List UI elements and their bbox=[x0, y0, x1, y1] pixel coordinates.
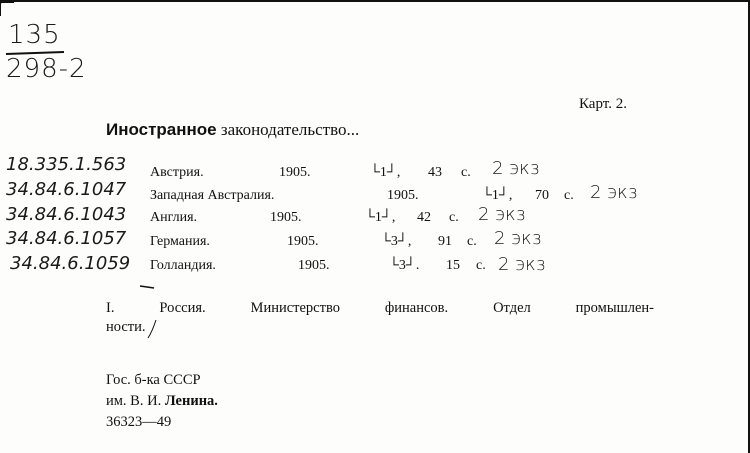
stamp-line2-prefix: им. В. И. bbox=[106, 393, 162, 409]
stamp-line2 bbox=[106, 391, 218, 412]
entry-volume: └3┘, bbox=[381, 234, 412, 249]
entry-pages: 42 bbox=[417, 210, 431, 225]
entry-year: 1905. bbox=[298, 258, 330, 273]
entry-copies: 2 экз bbox=[494, 228, 542, 249]
stamp-line1: Гос. б-ка СССР bbox=[106, 372, 201, 388]
entry-pages: 43 bbox=[428, 165, 442, 180]
shelf-mark-top: 135 bbox=[8, 20, 61, 50]
heading-bold: Иностранное bbox=[106, 120, 217, 139]
card-heading bbox=[106, 120, 359, 140]
accession-number: 34.84.6.1043 bbox=[6, 204, 127, 225]
entry-pages-unit: с. bbox=[461, 165, 471, 180]
entry-copies: 2 экз bbox=[478, 204, 526, 225]
accession-number: 18.335.1.563 bbox=[6, 154, 127, 175]
entry-country: Западная Австралия. bbox=[150, 188, 275, 203]
stamp-line2-name: Ленина. bbox=[164, 393, 218, 409]
library-stamp bbox=[106, 370, 218, 433]
entry-pages-unit: с. bbox=[476, 258, 486, 273]
entry-year: 1905. bbox=[279, 165, 311, 180]
shelf-mark-bottom: 298-2 bbox=[6, 54, 87, 84]
entry-copies: 2 экз bbox=[498, 254, 546, 275]
entry-pages-unit: с. bbox=[449, 210, 459, 225]
heading-rest: законодательство... bbox=[220, 120, 360, 139]
entry-pages-unit: с. bbox=[467, 234, 477, 249]
accession-number: 34.84.6.1057 bbox=[6, 228, 127, 249]
entry-country: Англия. bbox=[150, 210, 198, 225]
entry-volume: └1┘, bbox=[370, 165, 401, 180]
entry-country: Германия. bbox=[150, 234, 210, 249]
accession-number: 34.84.6.1047 bbox=[6, 179, 127, 200]
entry-pages-unit: с. bbox=[564, 188, 574, 203]
entry-pages: 70 bbox=[535, 188, 549, 203]
entry-volume: └1┘, bbox=[365, 210, 396, 225]
entry-year: 1905. bbox=[387, 188, 419, 203]
entry-year: 1905. bbox=[287, 234, 319, 249]
entry-copies: 2 экз bbox=[492, 158, 540, 179]
entry-volume: └3┘. bbox=[389, 258, 420, 273]
folded-corner-mark bbox=[0, 2, 14, 16]
subject-note-line1: I. Россия. Министерство финансов. Отдел промышлен- bbox=[106, 300, 654, 316]
card-number: Карт. 2. bbox=[579, 96, 627, 112]
stamp-line3: 36323—49 bbox=[106, 414, 172, 430]
entry-pages: 91 bbox=[438, 234, 452, 249]
entry-copies: 2 экз bbox=[590, 182, 638, 203]
entry-country: Австрия. bbox=[150, 165, 204, 180]
entry-volume: └1┘, bbox=[482, 188, 513, 203]
accession-number: 34.84.6.1059 bbox=[10, 253, 131, 274]
entry-pages: 15 bbox=[446, 258, 460, 273]
entry-country: Голландия. bbox=[150, 258, 216, 273]
subject-note-line2: ности. bbox=[106, 319, 146, 335]
entry-year: 1905. bbox=[270, 210, 302, 225]
